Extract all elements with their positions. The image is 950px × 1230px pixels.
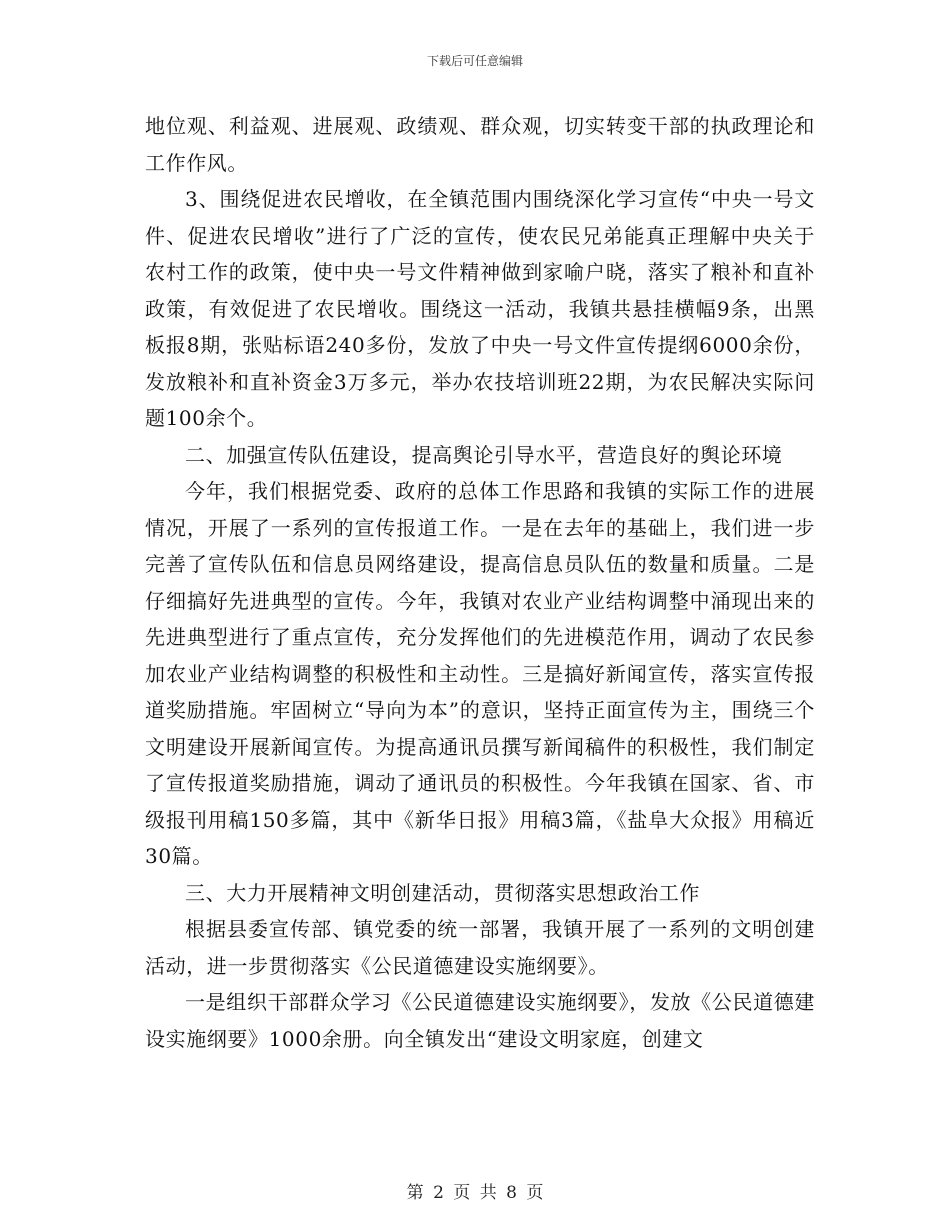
section-heading-two: 二、加强宣传队伍建设，提高舆论引导水平，营造良好的舆论环境 bbox=[185, 442, 783, 467]
paragraph-publicity-work: 今年，我们根据党委、政府的总体工作思路和我镇的实际工作的进展情况，开展了一系列的宣传报道工作。一是在去年的基础上，我们进一步完善了宣传队伍和信息员网络建设，提高信息员队伍的数量和质量。二是仔细搞好先进典型的宣传。今年，我镇对农业产业结构调整中涌现出来的先进典型进行了重点宣传，充分发挥他们的先进模范作用，调动了农民参加农业产业结构调整的积极性和主动性。三是搞好新闻宣传，落实宣传报道奖励措施。牢固树立“导向为本”的意识，坚持正面宣传为主，围绕三个文明建设开展新闻宣传。为提高通讯员撰写新闻稿件的积极性，我们制定了宣传报道奖励措施，调动了通讯员的积极性。今年我镇在国家、省、市级报刊用稿150多篇，其中《新华日报》用稿3篇，《盐阜大众报》用稿近30篇。 bbox=[145, 479, 815, 868]
paragraph-farmer-income: 3、围绕促进农民增收，在全镇范围内围绕深化学习宣传“中央一号文件、促进农民增收”进行了广泛的宣传，使农民兄弟能真正理解中央关于农村工作的政策，使中央一号文件精神做到家喻户晓，落实了粮补和直补政策，有效促进了农民增收。围绕这一活动，我镇共悬挂横幅9条，出黑板报8期，张贴标语240多份，发放了中央一号文件宣传提纲6000余份，发放粮补和直补资金3万多元，举办农技培训班22期，为农民解决实际问题100余个。 bbox=[145, 187, 815, 430]
section-heading-three: 三、大力开展精神文明创建活动，贯彻落实思想政治工作 bbox=[185, 880, 700, 905]
paragraph-civilization-campaign: 根据县委宣传部、镇党委的统一部署，我镇开展了一系列的文明创建活动，进一步贯彻落实《公民道德建设实施纲要》。 bbox=[145, 917, 815, 978]
paragraph-continued: 地位观、利益观、进展观、政绩观、群众观，切实转变干部的执政理论和工作作风。 bbox=[145, 114, 815, 175]
document-body bbox=[145, 108, 815, 1057]
page-number: 第 2 页 共 8 页 bbox=[406, 1183, 544, 1203]
page-header: 下载后可任意编辑 bbox=[426, 54, 523, 68]
paragraph-ethics-study: 一是组织干部群众学习《公民道德建设实施纲要》，发放《公民道德建设实施纲要》1000余册。向全镇发出“建设文明家庭，创建文 bbox=[145, 990, 815, 1051]
